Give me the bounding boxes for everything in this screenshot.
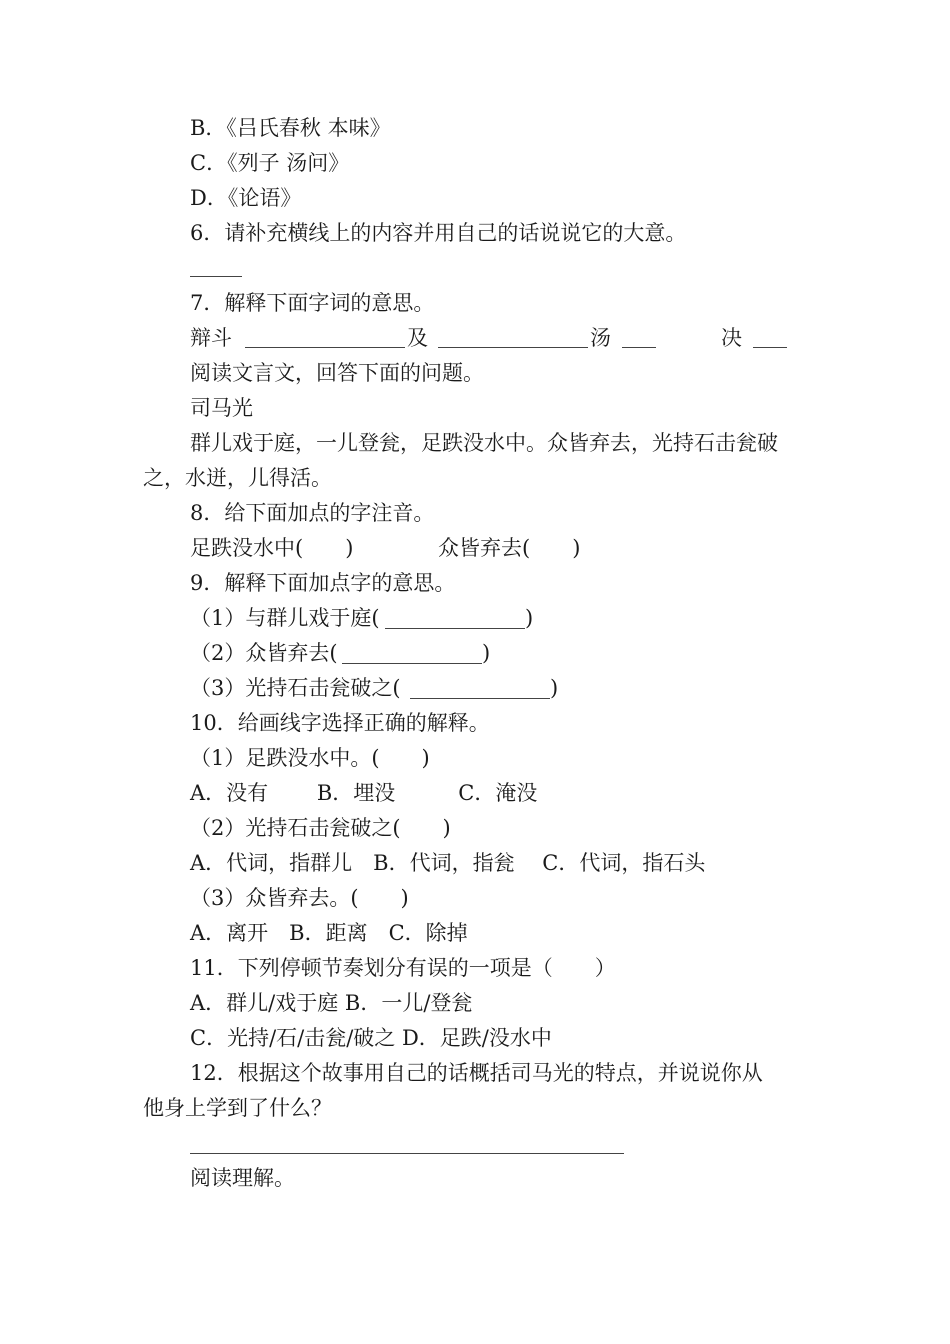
question-6: 6．请补充横线上的内容并用自己的话说说它的大意。 (190, 221, 687, 245)
question-9: 9．解释下面加点字的意思。 (190, 571, 456, 595)
q7-blank-3[interactable] (622, 347, 656, 348)
q9-close-3: ) (550, 676, 559, 700)
passage-line-1: 群儿戏于庭，一儿登瓮，足跌没水中。众皆弃去，光持石击瓮破 (190, 431, 778, 455)
q9-item-3: （3）光持石击瓮破之( (190, 676, 401, 700)
question-8: 8．给下面加点的字注音。 (190, 501, 435, 525)
q11-options-ab: A．群儿/戏于庭 B．一儿/登瓮 (190, 991, 473, 1015)
question-12-line-2: 他身上学到了什么？ (143, 1096, 332, 1120)
q9-item-1: （1）与群儿戏于庭( (190, 606, 380, 630)
q9-blank-3[interactable] (410, 698, 550, 699)
q7-word-2: 及 (407, 326, 428, 350)
passage-title: 司马光 (190, 396, 253, 420)
q10-item-1: （1）足跌没水中。( ) (190, 746, 430, 770)
question-7: 7．解释下面字词的意思。 (190, 291, 435, 315)
option-c: C．《列子 汤问》 (190, 151, 350, 175)
q7-word-4: 决 (721, 326, 742, 350)
q10-item-2: （2）光持石击瓮破之( ) (190, 816, 451, 840)
passage-line-2: 之，水迸，儿得活。 (143, 466, 332, 490)
q10-item-2-options: A．代词，指群儿 B．代词，指瓮 C．代词，指石头 (190, 851, 706, 875)
q7-blank-2[interactable] (438, 347, 588, 348)
q9-close-1: ) (525, 606, 534, 630)
q10-item-3-options: A．离开 B．距离 C．除掉 (190, 921, 468, 945)
q8-item-a: 足跌没水中( ) (190, 536, 354, 560)
q9-close-2: ) (482, 641, 491, 665)
reading-section-heading: 阅读理解。 (190, 1166, 295, 1190)
answer-line-q6[interactable] (190, 276, 242, 277)
q7-blank-1[interactable] (245, 347, 405, 348)
q9-blank-2[interactable] (342, 663, 482, 664)
q10-item-3: （3）众皆弃去。( ) (190, 886, 409, 910)
question-11: 11．下列停顿节奏划分有误的一项是（ ） (190, 956, 616, 980)
q7-blank-4[interactable] (753, 347, 787, 348)
reading-intro: 阅读文言文，回答下面的问题。 (190, 361, 484, 385)
option-d: D．《论语》 (190, 186, 302, 210)
q9-item-2: （2）众皆弃去( (190, 641, 338, 665)
q10-item-1-options: A．没有 B．埋没 C．淹没 (190, 781, 538, 805)
option-b: B．《吕氏春秋 本味》 (190, 116, 391, 140)
q8-item-b: 众皆弃去( ) (438, 536, 581, 560)
q7-word-3: 汤 (590, 326, 611, 350)
q7-word-1: 辩斗 (190, 326, 232, 350)
answer-line-q12[interactable] (190, 1153, 624, 1154)
q9-blank-1[interactable] (385, 628, 525, 629)
question-10: 10．给画线字选择正确的解释。 (190, 711, 490, 735)
q11-options-cd: C．光持/石/击瓮/破之 D．足跌/没水中 (190, 1026, 552, 1050)
question-12-line-1: 12．根据这个故事用自己的话概括司马光的特点，并说说你从 (190, 1061, 763, 1085)
